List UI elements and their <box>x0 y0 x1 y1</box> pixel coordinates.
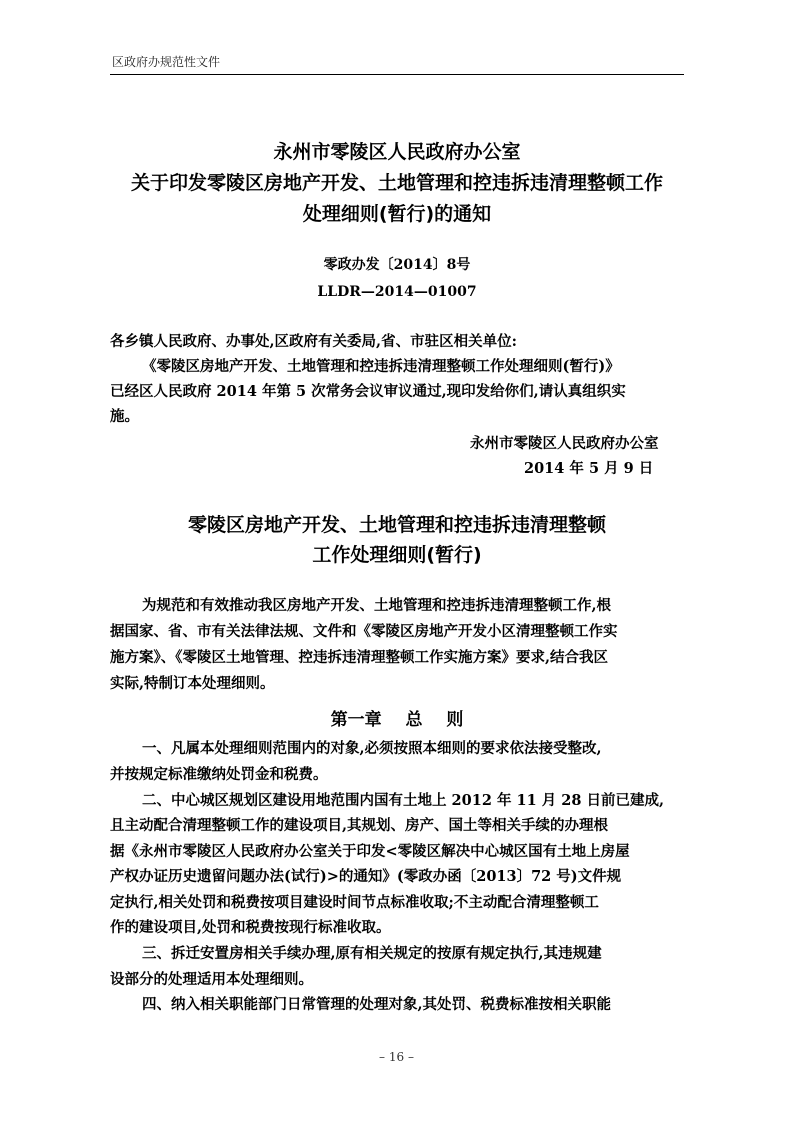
article-line: 且主动配合清理整顿工作的建设项目,其规划、房产、国土等相关手续的办理根 <box>110 817 609 834</box>
intro-line: 实际,特制订本处理细则。 <box>110 675 275 692</box>
notice-body-line: 施。 <box>110 408 139 425</box>
article-line: 二、中心城区规划区建设用地范围内国有土地上 2012 年 11 月 28 日前已建成, <box>142 792 665 809</box>
rules-title-line: 工作处理细则(暂行) <box>312 544 482 566</box>
notice-title-line: 处理细则(暂行)的通知 <box>302 203 492 225</box>
intro-line: 为规范和有效推动我区房地产开发、土地管理和控违拆违清理整顿工作,根 <box>142 597 612 614</box>
notice-body-line: 已经区人民政府 2014 年第 5 次常务会议审议通过,现印发给你们,请认真组织实 <box>110 383 626 400</box>
notice-title-line: 关于印发零陵区房地产开发、土地管理和控违拆违清理整顿工作 <box>130 172 663 194</box>
rules-title-line: 零陵区房地产开发、土地管理和控违拆违清理整顿 <box>187 514 606 536</box>
issue-date: 2014 年 5 月 9 日 <box>524 460 654 477</box>
article-line: 据《永州市零陵区人民政府办公室关于印发<零陵区解决中心城区国有土地上房屋 <box>110 843 630 860</box>
article-line: 四、纳入相关职能部门日常管理的处理对象,其处罚、税费标准按相关职能 <box>142 996 612 1013</box>
intro-line: 据国家、省、市有关法律法规、文件和《零陵区房地产开发小区清理整顿工作实 <box>110 623 618 640</box>
header-rule <box>110 74 684 75</box>
article-line: 产权办证历史遗留问题办法(试行)>的通知》(零政办函〔2013〕72 号)文件规 <box>110 868 622 885</box>
registration-number: LLDR—2014—01007 <box>317 284 477 300</box>
intro-line: 施方案》、《零陵区土地管理、控违拆违清理整顿工作实施方案》要求,结合我区 <box>110 649 609 666</box>
notice-body-line: 《零陵区房地产开发、土地管理和控违拆违清理整顿工作处理细则(暂行)》 <box>142 358 620 375</box>
article-line: 三、拆迁安置房相关手续办理,原有相关规定的按原有规定执行,其违规建 <box>142 945 602 962</box>
running-header-label: 区政府办规范性文件 <box>112 55 221 69</box>
article-line: 一、凡属本处理细则范围内的对象,必须按照本细则的要求依法接受整改, <box>142 740 602 757</box>
notice-title-line: 永州市零陵区人民政府办公室 <box>273 141 521 163</box>
article-line: 作的建设项目,处罚和税费按现行标准收取。 <box>110 919 391 936</box>
article-line: 定执行,相关处罚和税费按项目建设时间节点标准收取;不主动配合清理整顿工 <box>110 894 599 911</box>
article-line: 设部分的处理适用本处理细则。 <box>110 971 313 988</box>
document-number: 零政办发〔2014〕8号 <box>323 257 471 273</box>
article-line: 并按规定标准缴纳处罚金和税费。 <box>110 766 328 783</box>
issuer-signature: 永州市零陵区人民政府办公室 <box>470 435 659 452</box>
page-number: – 16 – <box>379 1050 414 1064</box>
chapter-heading: 第一章 总 则 <box>330 710 464 730</box>
addressee: 各乡镇人民政府、办事处,区政府有关委局,省、市驻区相关单位: <box>110 333 517 350</box>
